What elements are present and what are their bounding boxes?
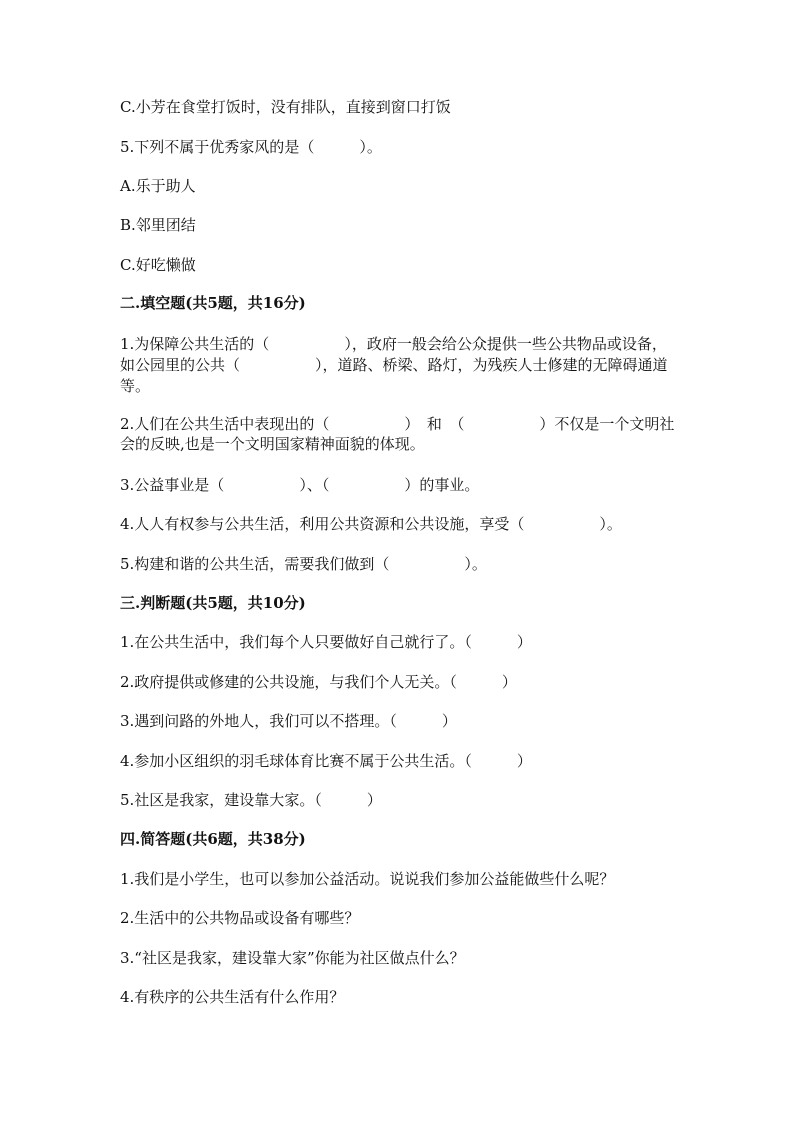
short-answer-question-3: 3.“社区是我家，建设靠大家”你能为社区做点什么？ [120,949,465,967]
option-c: C.好吃懒做 [120,256,196,274]
option-c-previous: C.小芳在食堂打饭时，没有排队，直接到窗口打饭 [120,98,451,116]
fill-blank-question-1: 1.为保障公共生活的（ ），政府一般会给公众提供一些公共物品或设备，如公园里的公共（ ），道路、桥梁、路灯，为残疾人士修建的无障碍通道等。 [120,335,668,395]
section-heading-true-false: 三.判断题(共5题，共10分) [120,594,306,612]
option-a: A.乐于助人 [120,177,196,195]
true-false-question-5: 5.社区是我家，建设靠大家。（ ） [120,791,382,809]
question-5: 5.下列不属于优秀家风的是（ ）。 [120,138,382,156]
short-answer-question-4: 4.有秩序的公共生活有什么作用？ [120,988,345,1006]
true-false-question-4: 4.参加小区组织的羽毛球体育比赛不属于公共生活。（ ） [120,752,532,770]
section-heading-fill-blank: 二.填空题(共5题，共16分) [120,294,306,312]
true-false-question-1: 1.在公共生活中，我们每个人只要做好自己就行了。（ ） [120,633,532,651]
fill-blank-question-3: 3.公益事业是（ ）、（ ）的事业。 [120,476,480,494]
short-answer-question-2: 2.生活中的公共物品或设备有哪些？ [120,909,360,927]
section-heading-short-answer: 四.简答题(共6题，共38分) [120,830,306,848]
fill-blank-question-4: 4.人人有权参与公共生活，利用公共资源和公共设施，享受（ ）。 [120,515,622,533]
fill-blank-question-2: 2.人们在公共生活中表现出的（ ） 和 （ ）不仅是一个文明社会的反映,也是一个文明国家精神面貌的体现。 [120,415,675,453]
short-answer-question-1: 1.我们是小学生，也可以参加公益活动。说说我们参加公益能做些什么呢？ [120,870,615,888]
option-b: B.邻里团结 [120,216,196,234]
true-false-question-3: 3.遇到问路的外地人，我们可以不搭理。（ ） [120,712,457,730]
true-false-question-2: 2.政府提供或修建的公共设施，与我们个人无关。（ ） [120,673,517,691]
fill-blank-question-5: 5.构建和谐的公共生活，需要我们做到（ ）。 [120,555,487,573]
